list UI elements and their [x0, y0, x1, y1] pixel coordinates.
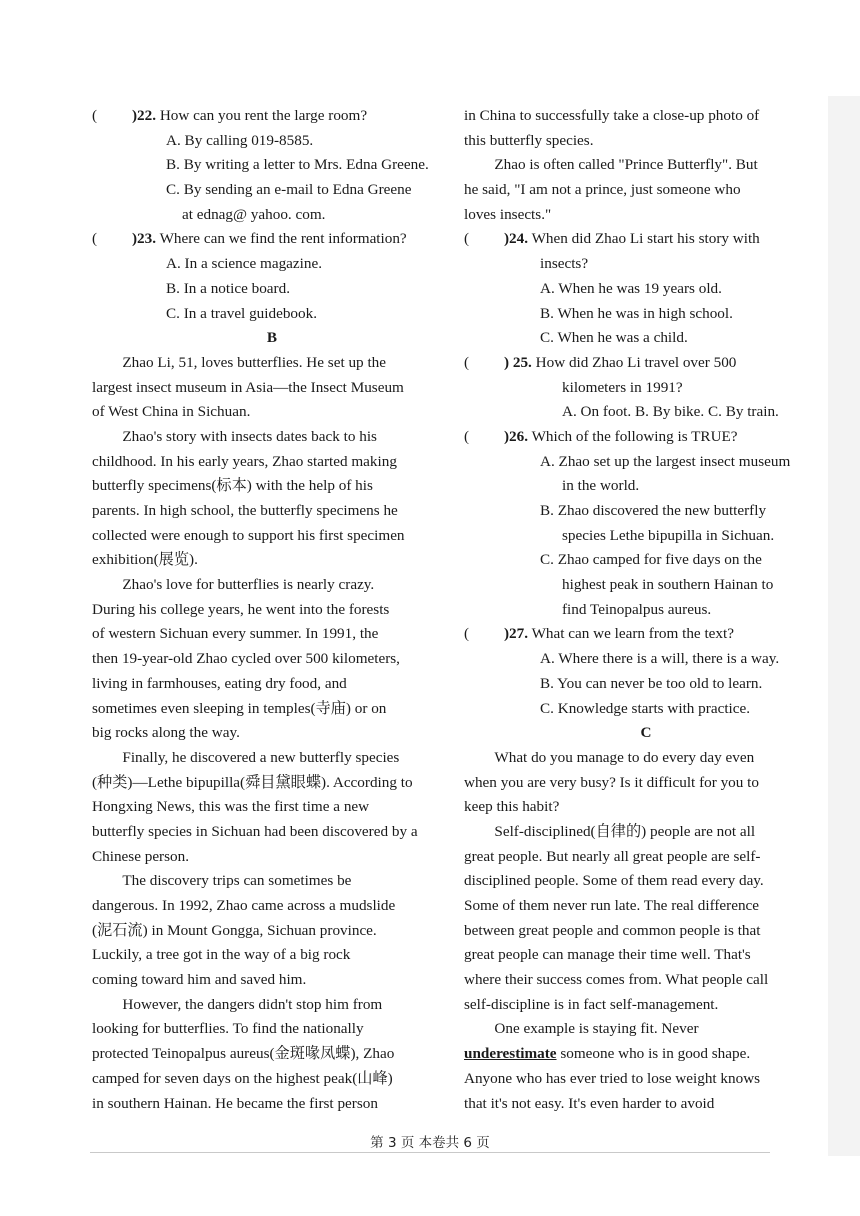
- left-column: [92, 104, 452, 1116]
- answer-option: C. Knowledge starts with practice.: [540, 699, 751, 717]
- answer-option: A. When he was 19 years old.: [540, 279, 722, 297]
- paragraph-start: Zhao is often called "Prince Butterfly". But: [494, 156, 758, 174]
- answer-option-cont: A. On foot. B. By bike. C. By train.: [562, 403, 779, 421]
- text-line: where their success comes from. What people call: [464, 971, 769, 989]
- answer-paren[interactable]: (: [92, 230, 98, 248]
- question-number: )24.: [504, 230, 529, 248]
- question-line: [464, 351, 828, 376]
- text-line: largest insect museum in Asia—the Insect Museum: [92, 378, 404, 396]
- paragraph-start: Finally, he discovered a new butterfly species: [122, 748, 400, 766]
- text-line: Some of them never run late. The real difference: [464, 897, 760, 914]
- text-line: keep this habit?: [464, 798, 560, 816]
- question-text: When did Zhao Li start his story with: [528, 230, 760, 248]
- question-line: [464, 622, 828, 647]
- text-line: sometimes even sleeping in temples(寺庙) or on: [92, 699, 387, 717]
- answer-option: A. Zhao set up the largest insect museum: [540, 452, 791, 470]
- section-heading: B: [266, 329, 278, 347]
- question-text: What can we learn from the text?: [528, 625, 734, 643]
- answer-option: A. By calling 019-8585.: [166, 131, 314, 149]
- paragraph-start: Zhao Li, 51, loves butterflies. He set up the: [122, 353, 386, 371]
- text-line: when you are very busy? Is it difficult for you to: [464, 773, 759, 791]
- text-line: this butterfly species.: [464, 131, 594, 149]
- page-edge-shadow: [828, 96, 860, 1156]
- answer-option-cont: kilometers in 1991?: [562, 378, 683, 396]
- answer-option: C. When he was a child.: [540, 329, 688, 347]
- text-line: Hongxing News, this was the first time a new: [92, 798, 370, 816]
- text-line: butterfly species in Sichuan had been discovered by a: [92, 822, 418, 840]
- question-number: )27.: [504, 625, 529, 643]
- question-number: ) 25.: [504, 353, 532, 371]
- text-line: childhood. In his early years, Zhao started making: [92, 452, 397, 470]
- question-text: Which of the following is TRUE?: [528, 427, 738, 445]
- text-line: dangerous. In 1992, Zhao came across a mudslide: [92, 897, 396, 914]
- answer-option: insects?: [540, 255, 589, 273]
- question-number: )26.: [504, 427, 529, 445]
- text-line: of West China in Sichuan.: [92, 403, 251, 421]
- question-number: )22.: [132, 107, 157, 124]
- text-line: then 19-year-old Zhao cycled over 500 kilometers,: [92, 650, 400, 668]
- answer-option-cont: at ednag@ yahoo. com.: [182, 205, 326, 223]
- text-line: between great people and common people is that: [464, 921, 761, 939]
- text-line: in China to successfully take a close-up photo of: [464, 107, 760, 124]
- paragraph-start: The discovery trips can sometimes be: [122, 872, 352, 890]
- text-line: loves insects.": [464, 205, 552, 223]
- text-line: disciplined people. Some of them read every day.: [464, 872, 764, 890]
- question-number: )23.: [132, 230, 157, 248]
- text-line: of western Sichuan every summer. In 1991, the: [92, 625, 379, 643]
- answer-option-cont: find Teinopalpus aureus.: [562, 600, 712, 618]
- text-line: he said, "I am not a prince, just someone who: [464, 181, 741, 199]
- text-line: protected Teinopalpus aureus(金斑喙凤蝶), Zhao: [92, 1045, 395, 1063]
- answer-paren[interactable]: (: [464, 427, 470, 445]
- text-line: Luckily, a tree got in the way of a big rock: [92, 946, 351, 964]
- footer-rule: [90, 1152, 770, 1153]
- text-line: self-discipline is in fact self-management.: [464, 995, 719, 1013]
- question-line: [464, 425, 828, 450]
- answer-option: A. Where there is a will, there is a way.: [540, 650, 780, 668]
- text-line: [464, 1042, 828, 1067]
- answer-paren[interactable]: (: [92, 107, 98, 124]
- text-line: in southern Hainan. He became the first person: [92, 1094, 378, 1112]
- question-text: Where can we find the rent information?: [156, 230, 407, 248]
- text-line: butterfly specimens(标本) with the help of his: [92, 477, 373, 495]
- line-text: someone who is in good shape.: [556, 1045, 751, 1063]
- text-line: big rocks along the way.: [92, 724, 240, 742]
- text-line: great people. But nearly all great people are self-: [464, 847, 761, 865]
- paragraph-start: Zhao's love for butterflies is nearly crazy.: [122, 576, 375, 594]
- answer-option: C. Zhao camped for five days on the: [540, 551, 762, 569]
- text-line: Chinese person.: [92, 847, 190, 865]
- right-column: [464, 104, 828, 1116]
- text-line: camped for seven days on the highest peak(山峰): [92, 1069, 393, 1087]
- text-line: exhibition(展览).: [92, 551, 198, 569]
- question-text: How did Zhao Li travel over 500: [531, 353, 737, 371]
- answer-option: B. In a notice board.: [166, 279, 290, 297]
- text-line: living in farmhouses, eating dry food, and: [92, 674, 347, 692]
- answer-option: B. Zhao discovered the new butterfly: [540, 502, 767, 519]
- text-line: looking for butterflies. To find the nationally: [92, 1020, 364, 1038]
- text-line: (泥石流) in Mount Gongga, Sichuan province.: [92, 921, 377, 939]
- page-footer: 第 3 页 本卷共 6 页: [370, 1135, 490, 1151]
- answer-paren[interactable]: (: [464, 625, 470, 643]
- text-line: that it's not easy. It's even harder to avoid: [464, 1094, 715, 1112]
- paragraph-start: Self-disciplined(自律的) people are not all: [494, 822, 756, 840]
- text-line: (种类)—Lethe bipupilla(舜目黛眼蝶). According to: [92, 773, 413, 791]
- answer-option-cont: in the world.: [562, 477, 640, 495]
- answer-paren[interactable]: (: [464, 353, 470, 371]
- text-line: collected were enough to support his first specimen: [92, 526, 405, 544]
- answer-option: C. By sending an e-mail to Edna Greene: [166, 181, 412, 199]
- section-heading: C: [640, 724, 652, 742]
- answer-option: B. When he was in high school.: [540, 304, 733, 322]
- text-line: parents. In high school, the butterfly specimens he: [92, 502, 398, 519]
- answer-option-cont: species Lethe bipupilla in Sichuan.: [562, 526, 775, 544]
- question-text: How can you rent the large room?: [156, 107, 368, 124]
- question-line: [92, 104, 452, 129]
- text-line: During his college years, he went into the forests: [92, 600, 390, 618]
- answer-paren[interactable]: (: [464, 230, 470, 248]
- paragraph-start: Zhao's story with insects dates back to his: [122, 427, 377, 445]
- answer-option-cont: highest peak in southern Hainan to: [562, 576, 774, 594]
- question-line: [92, 227, 452, 252]
- question-line: [464, 227, 828, 252]
- paragraph-start: One example is staying fit. Never: [494, 1020, 699, 1038]
- answer-option: A. In a science magazine.: [166, 255, 323, 273]
- paragraph-start: However, the dangers didn't stop him from: [122, 995, 383, 1013]
- paragraph-start: What do you manage to do every day even: [494, 748, 755, 766]
- answer-option: B. By writing a letter to Mrs. Edna Greene.: [166, 156, 429, 174]
- highlighted-word: underestimate: [464, 1045, 557, 1063]
- text-line: great people can manage their time well. That's: [464, 946, 751, 964]
- text-line: coming toward him and saved him.: [92, 971, 307, 989]
- answer-option: B. You can never be too old to learn.: [540, 674, 763, 692]
- text-line: Anyone who has ever tried to lose weight knows: [464, 1069, 761, 1087]
- answer-option: C. In a travel guidebook.: [166, 304, 317, 322]
